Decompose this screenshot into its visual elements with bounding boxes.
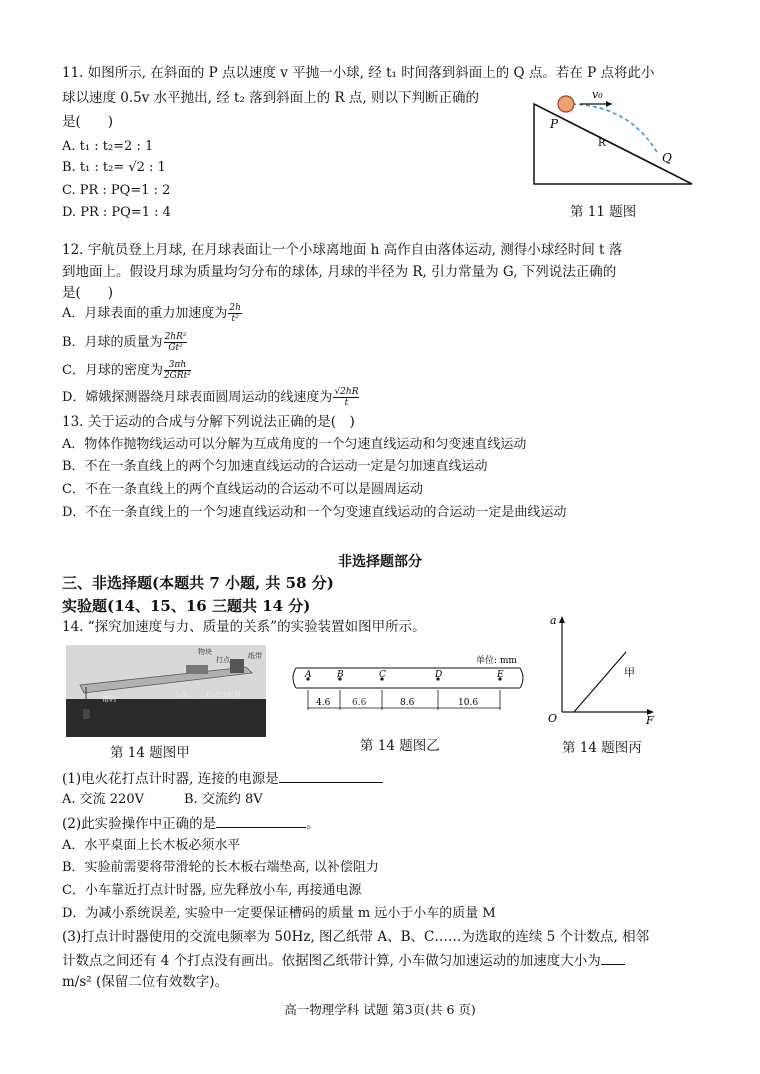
- label-q: Q: [662, 151, 672, 165]
- label-e: E: [497, 670, 504, 680]
- q14-part1: [62, 768, 383, 789]
- tape-left-tear: [293, 668, 296, 688]
- q13-option-c: C．不在一条直线上的两个直线运动的合运动不可以是圆周运动: [62, 482, 423, 497]
- q14-part1-option-a: A. 交流 220V: [62, 792, 144, 807]
- q14-part2-text: (2)此实验操作中正确的是: [62, 816, 217, 832]
- q12-line3: 是( ): [62, 285, 114, 301]
- q14-part2-end: 。: [306, 816, 320, 832]
- axis-label-a: a: [550, 614, 557, 627]
- q14-part3-line2: [62, 950, 625, 971]
- q12-line2: 到地面上。假设月球为质量均匀分布的球体, 月球的半径为 R, 引力常量为 G, 下列说法正确的: [62, 264, 617, 280]
- q12-option-a-fraction: [228, 303, 242, 324]
- label-v0: v₀: [592, 88, 603, 101]
- axis-label-f: F: [646, 714, 654, 724]
- q11-line2: 球以速度 0.5v 水平抛出, 经 t₂ 落到斜面上的 R 点, 则以下判断正确的: [62, 90, 480, 106]
- frac-num: 2h: [229, 303, 241, 313]
- segment-bc: 6.6: [352, 698, 367, 708]
- answer-blank-2[interactable]: [216, 813, 306, 828]
- q14-part2-option-d: D．为减小系统误差, 实验中一定要保证槽码的质量 m 远小于小车的质量 M: [62, 906, 496, 921]
- section-heading: 三、非选择题(本题共 7 小题, 共 58 分): [62, 574, 334, 592]
- q11-fig-caption: 第 11 题图: [570, 204, 637, 220]
- label-cart: 小车: [174, 691, 188, 699]
- incline-slope: [534, 104, 692, 184]
- segment-de: 10.6: [458, 698, 479, 708]
- q14-part3-line1: (3)打点计时器使用的交流电频率为 50Hz, 图乙纸带 A、B、C……为选取的连续 5 个计数点, 相邻: [62, 929, 650, 945]
- label-c: C: [379, 670, 386, 680]
- segment-cd: 8.6: [400, 698, 415, 708]
- q14-part3-line2-text: 计数点之间还有 4 个打点没有画出。依据图乙纸带计算, 小车做匀加速运动的加速度大小为: [62, 953, 601, 969]
- q12-option-a: [62, 303, 242, 324]
- frac-den: 2GRt²: [163, 371, 191, 381]
- q13-line1: 13. 关于运动的合成与分解下列说法正确的是( ): [62, 414, 355, 430]
- q14-fig-bing-caption: 第 14 题图丙: [562, 740, 642, 756]
- q14-part1-option-b: B. 交流约 8V: [184, 792, 263, 807]
- q14-part2-option-b: B．实验前需要将带滑轮的长木板右端垫高, 以补偿阻力: [62, 860, 379, 875]
- q13-option-b: B．不在一条直线上的两个匀加速直线运动的合运动一定是匀加速直线运动: [62, 459, 488, 474]
- q14-part2: [62, 813, 320, 834]
- q11-line3: 是( ): [62, 114, 114, 130]
- y-arrowhead: [559, 616, 565, 623]
- segment-ab: 4.6: [316, 698, 331, 708]
- origin-label: O: [548, 712, 558, 724]
- cart: [186, 665, 208, 674]
- label-d: D: [435, 670, 443, 680]
- tape-points: [304, 670, 504, 681]
- frac-num: √2hR: [334, 387, 359, 397]
- label-a: A: [305, 670, 312, 680]
- q14-apparatus-figure: [66, 645, 266, 737]
- q12-option-d: [62, 387, 359, 408]
- label-object: 物块: [198, 648, 212, 656]
- q14-part2-option-a: A．水平桌面上长木板必须水平: [62, 838, 241, 853]
- q14-fig-yi-caption: 第 14 题图乙: [360, 738, 440, 754]
- answer-blank-3[interactable]: [601, 950, 625, 965]
- q14-graph-figure: [542, 612, 662, 724]
- label-tape: 纸带: [248, 652, 262, 660]
- ball: [558, 96, 574, 112]
- frac-den: Gt²: [168, 343, 183, 353]
- label-timer: 打点计时器: [206, 691, 241, 699]
- label-b: B: [337, 670, 344, 680]
- tape-right-tear: [520, 668, 523, 688]
- line-label: 甲: [624, 666, 635, 679]
- frac-num: 3πh: [164, 360, 191, 371]
- q14-part3-line3: m/s² (保留二位有效数字)。: [62, 974, 229, 990]
- q12-option-d-fraction: [333, 387, 359, 408]
- q14-tape-figure: [288, 652, 528, 716]
- q12-option-b-fraction: [164, 332, 188, 353]
- q12-line1: 12. 宇航员登上月球, 在月球表面让一个小球离地面 h 高作自由落体运动, 测得小球经时间 t 落: [62, 242, 623, 258]
- frac-den: t: [344, 398, 349, 408]
- q11-option-d: D. PR : PQ=1 : 4: [62, 205, 171, 220]
- q12-option-c-fraction: [164, 360, 191, 381]
- q12-option-c-text: C．月球的密度为: [62, 363, 163, 378]
- q12-option-c: [62, 360, 191, 381]
- hooked-weights: [83, 709, 90, 719]
- line-jia: [574, 652, 626, 712]
- q14-fig-jia-caption: 第 14 题图甲: [110, 745, 190, 761]
- subsection-heading: 实验题(14、15、16 三题共 14 分): [62, 597, 311, 615]
- q14-part2-option-c: C．小车靠近打点计时器, 应先释放小车, 再接通电源: [62, 883, 362, 898]
- frac-den: t²: [231, 314, 239, 324]
- timer: [230, 659, 244, 673]
- q12-option-b: [62, 332, 187, 353]
- q11-option-b: B. t₁ : t₂= √2 : 1: [62, 160, 166, 175]
- page-footer: 高一物理学科 试题 第3页(共 6 页): [284, 1002, 476, 1017]
- q11-option-a: A. t₁ : t₂=2 : 1: [62, 139, 154, 154]
- table-surface: [66, 699, 266, 737]
- q12-option-d-text: D．嫦娥探测器绕月球表面圆周运动的线速度为: [62, 390, 333, 405]
- q11-figure: [520, 82, 705, 192]
- label-dot: 打点: [216, 656, 230, 664]
- q12-option-b-text: B．月球的质量为: [62, 335, 163, 350]
- velocity-arrowhead: [606, 101, 612, 107]
- q13-option-a: A．物体作抛物线运动可以分解为互成角度的一个匀速直线运动和匀变速直线运动: [62, 437, 527, 452]
- q11-option-c: C. PR : PQ=1 : 2: [62, 183, 171, 198]
- frac-num: 2hR²: [164, 332, 187, 342]
- part-title: 非选择题部分: [338, 554, 422, 570]
- label-weights: 槽码: [102, 695, 116, 703]
- q14-stem: 14. “探究加速度与力、质量的关系”的实验装置如图甲所示。: [62, 619, 426, 635]
- q11-line1: 11. 如图所示, 在斜面的 P 点以速度 v 平抛一小球, 经 t₁ 时间落到斜面上的 Q 点。若在 P 点将此小: [62, 65, 655, 81]
- q14-part1-text: (1)电火花打点计时器, 连接的电源是: [62, 771, 279, 787]
- answer-blank-1[interactable]: [279, 768, 383, 783]
- q13-option-d: D．不在一条直线上的一个匀速直线运动和一个匀变速直线运动的合运动一定是曲线运动: [62, 505, 567, 520]
- label-p: P: [550, 117, 559, 131]
- label-r: R: [598, 138, 606, 149]
- q14-part1-options: [62, 790, 263, 810]
- tape-unit: 单位: mm: [476, 656, 517, 666]
- q12-option-a-text: A．月球表面的重力加速度为: [62, 306, 228, 321]
